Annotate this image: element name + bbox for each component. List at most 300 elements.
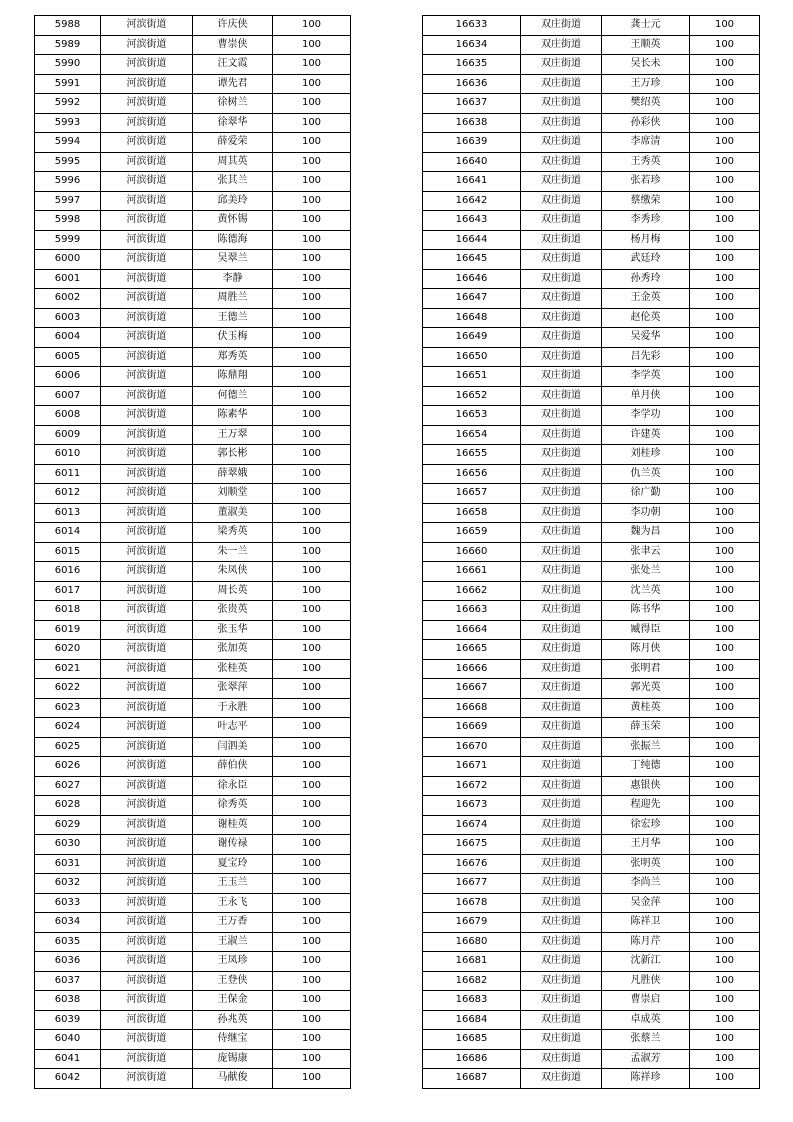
row-number: 16676 [423,854,521,874]
person-name: 徐秀英 [193,796,273,816]
person-name: 张桂英 [193,659,273,679]
amount: 100 [273,952,351,972]
table-row [423,659,760,679]
row-number: 6014 [35,523,101,543]
table-row [35,425,351,445]
person-name: 李尚兰 [602,874,690,894]
table-row [423,308,760,328]
row-number: 16633 [423,16,521,36]
person-name: 张其兰 [193,172,273,192]
person-name: 杨月梅 [602,230,690,250]
district-name: 河滨街道 [101,562,193,582]
row-number: 16634 [423,35,521,55]
person-name: 徐树兰 [193,94,273,114]
district-name: 双庄街道 [521,757,602,777]
person-name: 马献俊 [193,1069,273,1089]
district-name: 河滨街道 [101,1010,193,1030]
row-number: 16638 [423,113,521,133]
district-name: 河滨街道 [101,328,193,348]
amount: 100 [690,1030,760,1050]
table-row [423,581,760,601]
amount: 100 [690,328,760,348]
amount: 100 [690,289,760,309]
amount: 100 [273,757,351,777]
district-name: 河滨街道 [101,737,193,757]
table-row [423,211,760,231]
district-name: 河滨街道 [101,94,193,114]
district-name: 河滨街道 [101,74,193,94]
row-number: 16664 [423,620,521,640]
person-name: 沈兰英 [602,581,690,601]
amount: 100 [273,737,351,757]
table-row [423,932,760,952]
table-row [35,620,351,640]
amount: 100 [690,484,760,504]
district-name: 双庄街道 [521,269,602,289]
right-roster-table [422,15,760,1089]
amount: 100 [690,640,760,660]
district-name: 双庄街道 [521,289,602,309]
amount: 100 [690,581,760,601]
row-number: 6039 [35,1010,101,1030]
person-name: 王登侠 [193,971,273,991]
table-row [423,425,760,445]
district-name: 双庄街道 [521,406,602,426]
amount: 100 [690,698,760,718]
amount: 100 [690,152,760,172]
row-number: 5999 [35,230,101,250]
row-number: 6004 [35,328,101,348]
row-number: 16684 [423,1010,521,1030]
district-name: 河滨街道 [101,913,193,933]
table-row [35,484,351,504]
amount: 100 [690,1010,760,1030]
table-row [423,172,760,192]
person-name: 张蔡兰 [602,1030,690,1050]
amount: 100 [273,542,351,562]
amount: 100 [273,815,351,835]
amount: 100 [690,250,760,270]
amount: 100 [690,94,760,114]
row-number: 16649 [423,328,521,348]
district-name: 双庄街道 [521,854,602,874]
table-row [423,74,760,94]
person-name: 夏宝玲 [193,854,273,874]
row-number: 6036 [35,952,101,972]
table-row [35,445,351,465]
person-name: 张若珍 [602,172,690,192]
district-name: 河滨街道 [101,386,193,406]
district-name: 河滨街道 [101,796,193,816]
table-row [35,347,351,367]
district-name: 河滨街道 [101,172,193,192]
table-row [423,133,760,153]
row-number: 6035 [35,932,101,952]
amount: 100 [273,152,351,172]
person-name: 樊绍英 [602,94,690,114]
table-row [35,737,351,757]
person-name: 孙兆英 [193,1010,273,1030]
district-name: 双庄街道 [521,874,602,894]
amount: 100 [690,464,760,484]
person-name: 徐永臣 [193,776,273,796]
row-number: 6026 [35,757,101,777]
table-row [35,679,351,699]
district-name: 河滨街道 [101,854,193,874]
table-row [35,289,351,309]
table-row [423,796,760,816]
amount: 100 [690,74,760,94]
person-name: 臧得臣 [602,620,690,640]
table-row [423,620,760,640]
person-name: 张贵英 [193,601,273,621]
amount: 100 [273,913,351,933]
amount: 100 [273,601,351,621]
row-number: 16636 [423,74,521,94]
amount: 100 [273,367,351,387]
person-name: 陈祥珍 [602,1069,690,1089]
district-name: 河滨街道 [101,698,193,718]
row-number: 6042 [35,1069,101,1089]
row-number: 16673 [423,796,521,816]
table-row [35,386,351,406]
person-name: 朱一兰 [193,542,273,562]
person-name: 薛翠娥 [193,464,273,484]
table-row [423,289,760,309]
amount: 100 [273,932,351,952]
table-row [35,601,351,621]
person-name: 张明君 [602,659,690,679]
amount: 100 [690,16,760,36]
table-row [35,776,351,796]
table-row [35,133,351,153]
amount: 100 [273,328,351,348]
person-name: 仇兰英 [602,464,690,484]
row-number: 16665 [423,640,521,660]
row-number: 16681 [423,952,521,972]
table-row [423,35,760,55]
amount: 100 [690,835,760,855]
row-number: 5997 [35,191,101,211]
person-name: 许庆侠 [193,16,273,36]
district-name: 河滨街道 [101,191,193,211]
district-name: 河滨街道 [101,874,193,894]
person-name: 丁纯德 [602,757,690,777]
amount: 100 [273,776,351,796]
table-row [423,16,760,36]
amount: 100 [273,113,351,133]
person-name: 卓成英 [602,1010,690,1030]
table-row [423,55,760,75]
row-number: 16642 [423,191,521,211]
table-row [423,1049,760,1069]
amount: 100 [273,991,351,1011]
district-name: 双庄街道 [521,932,602,952]
row-number: 16659 [423,523,521,543]
table-row [35,913,351,933]
person-name: 王顺英 [602,35,690,55]
row-number: 6001 [35,269,101,289]
row-number: 6031 [35,854,101,874]
amount: 100 [273,835,351,855]
person-name: 周其英 [193,152,273,172]
person-name: 邱美玲 [193,191,273,211]
district-name: 河滨街道 [101,757,193,777]
district-name: 河滨街道 [101,347,193,367]
row-number: 16658 [423,503,521,523]
table-row [423,835,760,855]
table-row [35,16,351,36]
row-number: 16657 [423,484,521,504]
person-name: 李秀珍 [602,211,690,231]
row-number: 16645 [423,250,521,270]
district-name: 河滨街道 [101,1069,193,1089]
person-name: 张翠萍 [193,679,273,699]
row-number: 6024 [35,718,101,738]
row-number: 16687 [423,1069,521,1089]
district-name: 双庄街道 [521,562,602,582]
amount: 100 [273,191,351,211]
table-row [423,386,760,406]
person-name: 薛伯侠 [193,757,273,777]
row-number: 6015 [35,542,101,562]
amount: 100 [690,737,760,757]
district-name: 双庄街道 [521,308,602,328]
table-row [35,796,351,816]
table-row [423,971,760,991]
amount: 100 [690,425,760,445]
row-number: 6017 [35,581,101,601]
row-number: 16672 [423,776,521,796]
row-number: 5991 [35,74,101,94]
amount: 100 [690,55,760,75]
table-row [423,152,760,172]
district-name: 河滨街道 [101,367,193,387]
row-number: 6034 [35,913,101,933]
amount: 100 [690,133,760,153]
amount: 100 [690,503,760,523]
amount: 100 [273,523,351,543]
amount: 100 [273,659,351,679]
district-name: 河滨街道 [101,991,193,1011]
amount: 100 [273,1030,351,1050]
left-roster-table [34,15,351,1089]
table-row [35,250,351,270]
row-number: 6028 [35,796,101,816]
row-number: 6022 [35,679,101,699]
table-row [423,679,760,699]
row-number: 16662 [423,581,521,601]
table-row [35,562,351,582]
district-name: 双庄街道 [521,835,602,855]
table-row [423,757,760,777]
table-row [423,328,760,348]
row-number: 16674 [423,815,521,835]
row-number: 6010 [35,445,101,465]
amount: 100 [273,620,351,640]
person-name: 沈新江 [602,952,690,972]
district-name: 河滨街道 [101,484,193,504]
district-name: 河滨街道 [101,835,193,855]
person-name: 蔡缴荣 [602,191,690,211]
table-row [423,94,760,114]
person-name: 谢传禄 [193,835,273,855]
person-name: 薛玉荣 [602,718,690,738]
table-row [35,113,351,133]
row-number: 16668 [423,698,521,718]
person-name: 李功朝 [602,503,690,523]
table-row [423,893,760,913]
row-number: 16640 [423,152,521,172]
row-number: 16677 [423,874,521,894]
person-name: 魏为昌 [602,523,690,543]
row-number: 6025 [35,737,101,757]
person-name: 孟淑芳 [602,1049,690,1069]
table-row [35,581,351,601]
row-number: 6030 [35,835,101,855]
amount: 100 [690,913,760,933]
table-row [35,1030,351,1050]
table-row [423,542,760,562]
person-name: 郭光英 [602,679,690,699]
table-row [35,211,351,231]
person-name: 王金英 [602,289,690,309]
district-name: 河滨街道 [101,16,193,36]
amount: 100 [690,679,760,699]
district-name: 河滨街道 [101,35,193,55]
amount: 100 [690,562,760,582]
table-row [35,172,351,192]
amount: 100 [273,874,351,894]
person-name: 周长英 [193,581,273,601]
person-name: 周胜兰 [193,289,273,309]
amount: 100 [273,133,351,153]
amount: 100 [273,55,351,75]
district-name: 双庄街道 [521,542,602,562]
row-number: 16663 [423,601,521,621]
person-name: 李学英 [602,367,690,387]
amount: 100 [690,35,760,55]
amount: 100 [273,854,351,874]
amount: 100 [273,406,351,426]
amount: 100 [690,874,760,894]
district-name: 双庄街道 [521,55,602,75]
district-name: 双庄街道 [521,172,602,192]
amount: 100 [273,308,351,328]
table-row [35,269,351,289]
row-number: 6032 [35,874,101,894]
amount: 100 [690,776,760,796]
district-name: 双庄街道 [521,35,602,55]
district-name: 双庄街道 [521,503,602,523]
row-number: 5989 [35,35,101,55]
amount: 100 [273,35,351,55]
row-number: 16639 [423,133,521,153]
row-number: 16682 [423,971,521,991]
person-name: 王万珍 [602,74,690,94]
amount: 100 [273,386,351,406]
district-name: 河滨街道 [101,679,193,699]
person-name: 张处兰 [602,562,690,582]
person-name: 张玉华 [193,620,273,640]
row-number: 16686 [423,1049,521,1069]
table-row [423,523,760,543]
row-number: 5990 [35,55,101,75]
table-row [423,406,760,426]
table-row [35,74,351,94]
row-number: 6003 [35,308,101,328]
table-row [423,445,760,465]
row-number: 16637 [423,94,521,114]
table-row [35,932,351,952]
table-row [35,503,351,523]
amount: 100 [273,289,351,309]
amount: 100 [690,601,760,621]
person-name: 黄桂英 [602,698,690,718]
person-name: 王德兰 [193,308,273,328]
table-row [35,1010,351,1030]
amount: 100 [690,269,760,289]
district-name: 双庄街道 [521,484,602,504]
row-number: 5994 [35,133,101,153]
district-name: 双庄街道 [521,796,602,816]
district-name: 河滨街道 [101,659,193,679]
row-number: 16671 [423,757,521,777]
person-name: 陈月芹 [602,932,690,952]
person-name: 汪文霞 [193,55,273,75]
table-row [423,698,760,718]
district-name: 双庄街道 [521,152,602,172]
row-number: 6016 [35,562,101,582]
table-row [35,328,351,348]
district-name: 双庄街道 [521,347,602,367]
district-name: 双庄街道 [521,640,602,660]
table-row [35,230,351,250]
district-name: 双庄街道 [521,659,602,679]
district-name: 河滨街道 [101,620,193,640]
person-name: 许建英 [602,425,690,445]
row-number: 16650 [423,347,521,367]
row-number: 5988 [35,16,101,36]
district-name: 河滨街道 [101,289,193,309]
amount: 100 [690,815,760,835]
district-name: 双庄街道 [521,991,602,1011]
table-row [35,1049,351,1069]
row-number: 6000 [35,250,101,270]
district-name: 双庄街道 [521,250,602,270]
district-name: 河滨街道 [101,776,193,796]
table-row [423,874,760,894]
person-name: 曹崇启 [602,991,690,1011]
person-name: 吴长未 [602,55,690,75]
table-row [35,191,351,211]
person-name: 凡胜侠 [602,971,690,991]
table-row [423,952,760,972]
amount: 100 [690,542,760,562]
district-name: 双庄街道 [521,328,602,348]
district-name: 河滨街道 [101,893,193,913]
row-number: 16648 [423,308,521,328]
amount: 100 [690,211,760,231]
person-name: 李席清 [602,133,690,153]
row-number: 6029 [35,815,101,835]
row-number: 6009 [35,425,101,445]
district-name: 双庄街道 [521,94,602,114]
amount: 100 [273,562,351,582]
district-name: 双庄街道 [521,133,602,153]
table-row [423,230,760,250]
row-number: 16680 [423,932,521,952]
